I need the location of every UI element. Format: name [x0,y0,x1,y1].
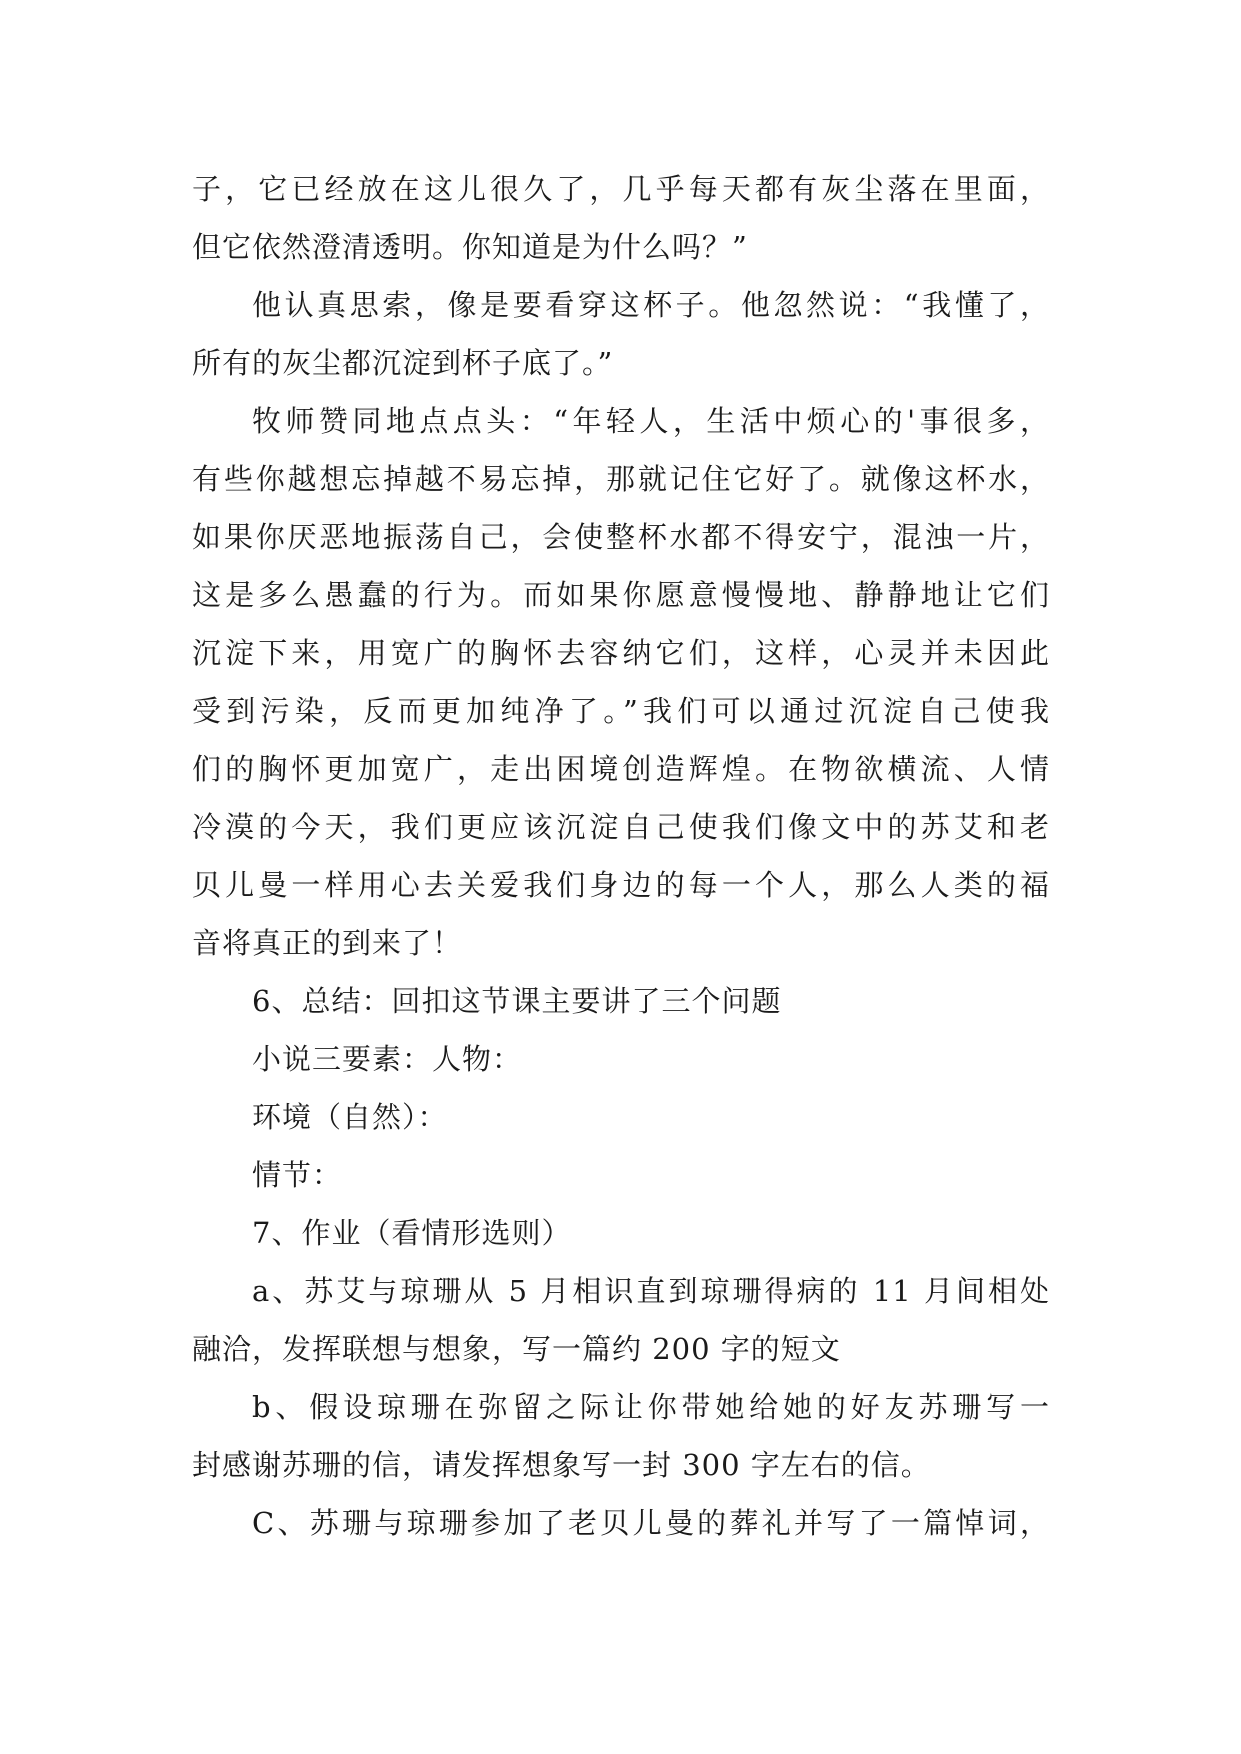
text-line: C、苏珊与琼珊参加了老贝儿曼的葬礼并写了一篇悼词， [252,1506,1050,1540]
body-text [192,160,1050,1552]
homework-heading: 7、作业（看情形选则） [252,1216,572,1250]
text-line: 环境（自然）： [252,1100,448,1134]
text-line: 牧师赞同地点点头：“年轻人，生活中烦心的'事很多， [252,404,1050,438]
text-line: b、假设琼珊在弥留之际让你带她给她的好友苏珊写一 [252,1390,1050,1424]
summary-heading: 6、总结：回扣这节课主要讲了三个问题 [252,984,782,1018]
text-line: 贝儿曼一样用心去关爱我们身边的每一个人，那么人类的福 [192,868,1050,902]
text-line: 子，它已经放在这儿很久了，几乎每天都有灰尘落在里面， [192,172,1050,206]
text-line: 沉淀下来，用宽广的胸怀去容纳它们，这样，心灵并未因此 [192,636,1050,670]
text-line: 封感谢苏珊的信，请发挥想象写一封 300 字左右的信。 [192,1448,931,1482]
text-line: 小说三要素：人物： [252,1042,523,1076]
text-line: 所有的灰尘都沉淀到杯子底了。” [192,346,614,380]
text-line: 情节： [252,1158,343,1192]
text-line: 这是多么愚蠢的行为。而如果你愿意慢慢地、静静地让它们 [192,578,1050,612]
text-line: 但它依然澄清透明。你知道是为什么吗？” [192,230,748,264]
text-line: 他认真思索，像是要看穿这杯子。他忽然说：“我懂了， [252,288,1050,322]
text-line: 受到污染，反而更加纯净了。”我们可以通过沉淀自己使我 [192,694,1050,728]
text-line: 音将真正的到来了！ [192,926,463,960]
text-line: 有些你越想忘掉越不易忘掉，那就记住它好了。就像这杯水， [192,462,1050,496]
text-line: 们的胸怀更加宽广，走出困境创造辉煌。在物欲横流、人情 [192,752,1050,786]
text-line: 融洽，发挥联想与想象，写一篇约 200 字的短文 [192,1332,841,1366]
text-line: a、苏艾与琼珊从 5 月相识直到琼珊得病的 11 月间相处 [252,1274,1050,1308]
text-line: 冷漠的今天，我们更应该沉淀自己使我们像文中的苏艾和老 [192,810,1050,844]
text-line: 如果你厌恶地振荡自己，会使整杯水都不得安宁，混浊一片， [192,520,1050,554]
